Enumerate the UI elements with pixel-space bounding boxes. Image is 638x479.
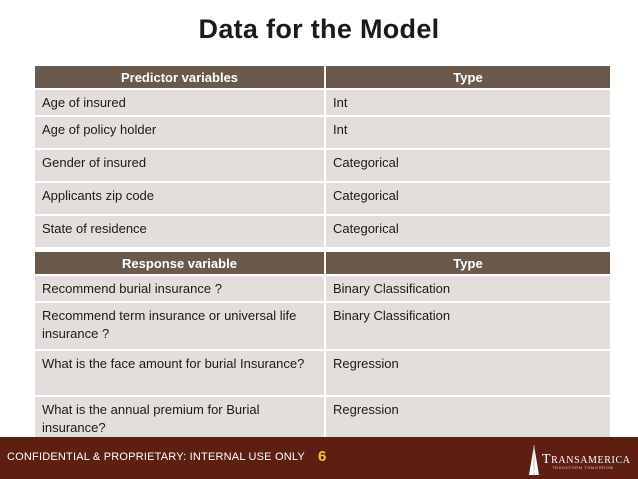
footer-bar bbox=[0, 437, 638, 479]
slide-title: Data for the Model bbox=[198, 14, 440, 44]
company-logo bbox=[527, 443, 637, 477]
type-cell: Int bbox=[325, 89, 610, 116]
type-cell: Regression bbox=[325, 350, 610, 396]
logo-initial: T bbox=[542, 452, 552, 467]
column-header-type: Type bbox=[325, 252, 610, 275]
pyramid-icon bbox=[527, 445, 541, 475]
column-header-variable: Response variable bbox=[35, 252, 325, 275]
variable-cell: Age of insured bbox=[35, 89, 325, 116]
column-header-type: Type bbox=[325, 66, 610, 89]
table-header-row bbox=[35, 252, 610, 275]
predictor-table bbox=[35, 66, 610, 247]
table-header-row bbox=[35, 66, 610, 89]
table-row bbox=[35, 116, 610, 149]
variable-cell: What is the annual premium for Burial insurance? bbox=[35, 396, 325, 441]
table-row bbox=[35, 302, 610, 350]
logo-tagline: TRANSFORM TOMORROW bbox=[552, 465, 614, 470]
variable-cell: Gender of insured bbox=[35, 149, 325, 182]
table-row bbox=[35, 275, 610, 302]
variable-cell: Recommend term insurance or universal life insurance ? bbox=[35, 302, 325, 350]
table-row bbox=[35, 182, 610, 215]
variable-cell: What is the face amount for burial Insurance? bbox=[35, 350, 325, 396]
type-cell: Binary Classification bbox=[325, 302, 610, 350]
table-row bbox=[35, 350, 610, 396]
variable-cell: Recommend burial insurance ? bbox=[35, 275, 325, 302]
table-row bbox=[35, 89, 610, 116]
logo-rest: RANSAMERICA bbox=[551, 455, 631, 466]
type-cell: Categorical bbox=[325, 215, 610, 247]
variable-cell: State of residence bbox=[35, 215, 325, 247]
column-header-variable: Predictor variables bbox=[35, 66, 325, 89]
variable-cell: Applicants zip code bbox=[35, 182, 325, 215]
confidentiality-notice: CONFIDENTIAL & PROPRIETARY: INTERNAL USE ONLY bbox=[7, 451, 305, 463]
table-row bbox=[35, 396, 610, 441]
type-cell: Binary Classification bbox=[325, 275, 610, 302]
type-cell: Categorical bbox=[325, 149, 610, 182]
table-row bbox=[35, 215, 610, 247]
type-cell: Int bbox=[325, 116, 610, 149]
response-table bbox=[35, 252, 610, 441]
variable-cell: Age of policy holder bbox=[35, 116, 325, 149]
page-number: 6 bbox=[318, 448, 327, 465]
type-cell: Regression bbox=[325, 396, 610, 441]
type-cell: Categorical bbox=[325, 182, 610, 215]
table-row bbox=[35, 149, 610, 182]
